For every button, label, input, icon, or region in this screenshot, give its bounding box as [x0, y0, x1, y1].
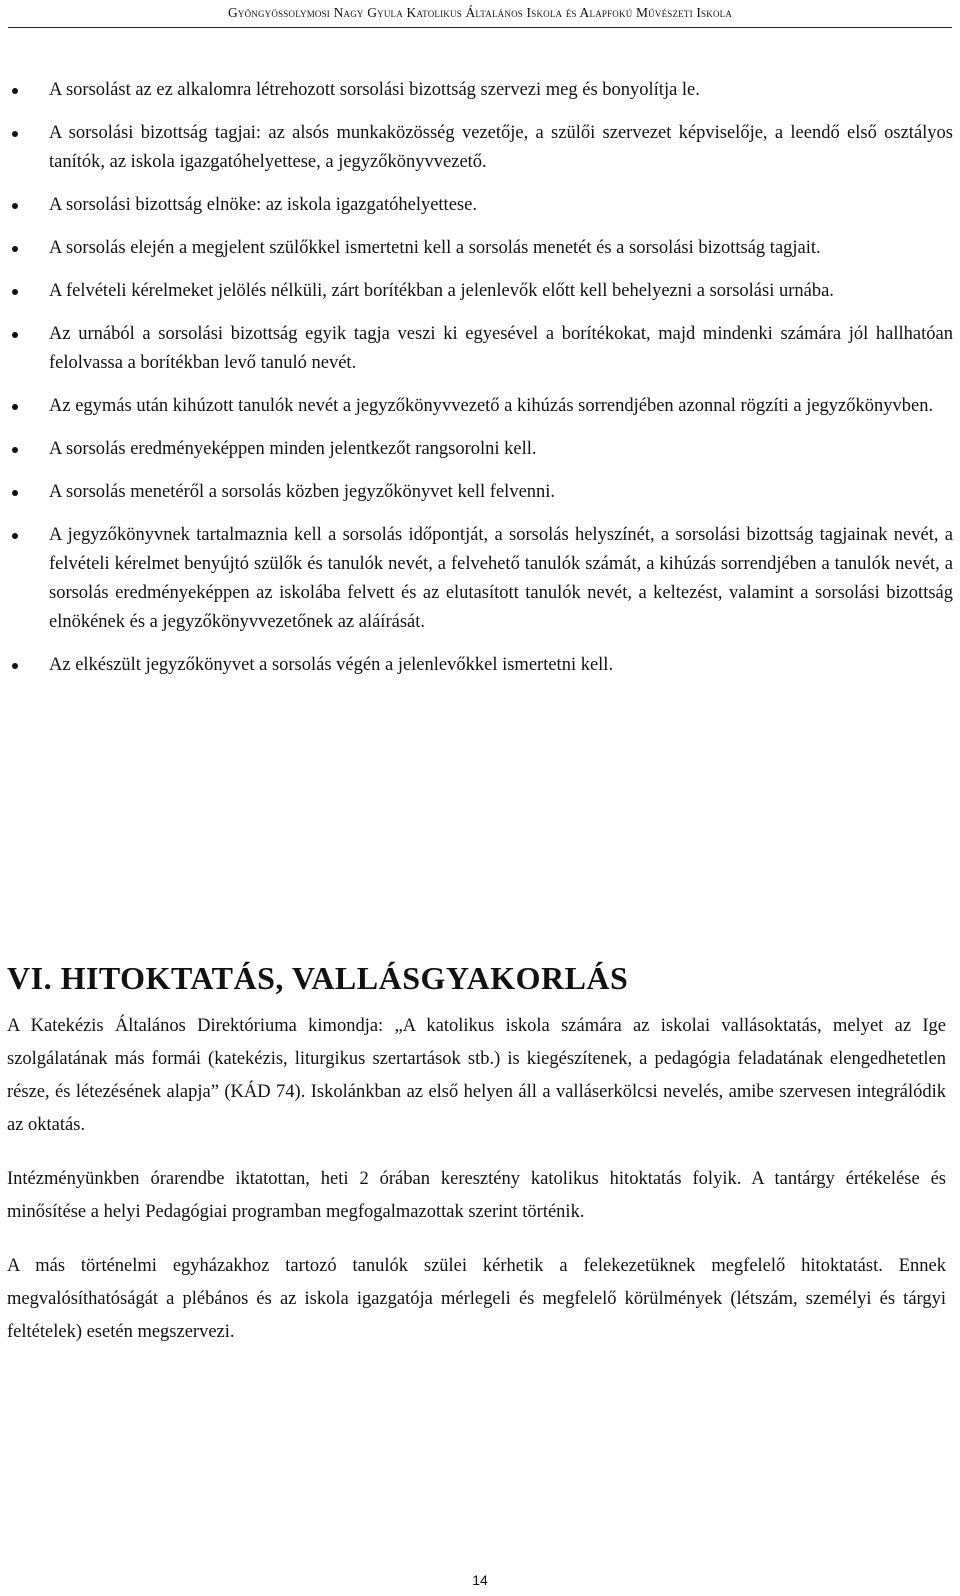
list-item: [0, 234, 960, 263]
list-item: [0, 521, 960, 637]
list-item-text: Az urnából a sorsolási bizottság egyik tagja veszi ki egyesével a borítékokat, majd mindenki számára jól hallhatóan felolvassa a borítékban levő tanuló nevét.: [49, 324, 953, 373]
header-divider: [8, 27, 952, 28]
bullet-icon: [12, 203, 18, 209]
list-item-text: A sorsolási bizottság elnöke: az iskola igazgatóhelyettese.: [49, 195, 477, 215]
bullet-icon: [12, 88, 18, 94]
list-item: [0, 392, 960, 421]
list-item: [0, 277, 960, 306]
page-number: 14: [472, 1572, 488, 1588]
list-item-text: A sorsolás eredményeképpen minden jelentkezőt rangsorolni kell.: [49, 439, 537, 459]
body-paragraph: A Katekézis Általános Direktóriuma kimondja: „A katolikus iskola számára az iskolai vallásoktatás, melyet az Ige szolgálatának más formái (katekézis, liturgikus szertartások stb.) is kiegészítenek, a pedagógia feladatának elengedhetetlen része, és létezésének alapja” (KÁD 74). Iskolánkban az első helyen áll a valláserkölcsi nevelés, amibe szervesen integrálódik az oktatás.: [7, 1016, 946, 1135]
list-item-text: Az egymás után kihúzott tanulók nevét a jegyzőkönyvvezető a kihúzás sorrendjében azonnal rögzíti a jegyzőkönyvben.: [49, 396, 934, 416]
list-item-text: A sorsolási bizottság tagjai: az alsós munkaközösség vezetője, a szülői szervezet képviselője, a leendő első osztályos tanítók, az iskola igazgatóhelyettese, a jegyzőkönyvvezető.: [49, 123, 953, 172]
list-item: [0, 435, 960, 464]
list-item: [0, 478, 960, 507]
list-item: [0, 76, 960, 105]
list-item-text: Az elkészült jegyzőkönyvet a sorsolás végén a jelenlevőkkel ismertetni kell.: [49, 655, 614, 675]
list-item-text: A sorsolás menetéről a sorsolás közben jegyzőkönyvet kell felvenni.: [49, 482, 556, 502]
bullet-icon: [12, 533, 18, 539]
body-paragraph: A más történelmi egyházakhoz tartozó tanulók szülei kérhetik a felekezetüknek megfelelő hitoktatást. Ennek megvalósíthatóságát a plébános és az iskola igazgatója mérlegeli és megfelelő körülmények (létszám, személyi és tárgyi feltételek) esetén megszervezi.: [7, 1256, 946, 1342]
bullet-icon: [12, 447, 18, 453]
list-item-text: A sorsolás elején a megjelent szülőkkel ismertetni kell a sorsolás menetét és a sorsolási bizottság tagjait.: [49, 238, 821, 258]
bullet-icon: [12, 490, 18, 496]
list-item: [0, 651, 960, 680]
procedure-bullet-list: [0, 76, 960, 694]
section-body: [7, 1010, 946, 1370]
bullet-icon: [12, 131, 18, 137]
bullet-icon: [12, 332, 18, 338]
section-heading: VI. HITOKTATÁS, VALLÁSGYAKORLÁS: [7, 960, 629, 996]
bullet-icon: [12, 246, 18, 252]
body-paragraph: Intézményünkben órarendbe iktatottan, heti 2 órában keresztény katolikus hitoktatás folyik. A tantárgy értékelése és minősítése a helyi Pedagógiai programban megfogalmazottak szerint történik.: [7, 1169, 946, 1222]
list-item: [0, 191, 960, 220]
list-item-text: A jegyzőkönyvnek tartalmaznia kell a sorsolás időpontját, a sorsolás helyszínét, a sorsolási bizottság tagjainak nevét, a felvételi kérelmet benyújtó szülők és tanulók nevét, a felvehető tanulók számát, a kihúzás sorrendjében a tanulók nevét, a sorsolás eredményeképpen az iskolába felvett és az elutasított tanulók nevét, a keltezést, valamint a sorsolási bizottság elnökének és a jegyzőkönyvvezetőnek az aláírását.: [49, 525, 953, 632]
list-item: [0, 320, 960, 378]
bullet-icon: [12, 663, 18, 669]
bullet-icon: [12, 289, 18, 295]
running-header: Gyöngyössolymosi Nagy Gyula Katolikus Általános Iskola és Alapfokú Művészeti Iskola: [227, 5, 733, 20]
bullet-icon: [12, 404, 18, 410]
list-item-text: A felvételi kérelmeket jelölés nélküli, zárt borítékban a jelenlevők előtt kell behelyezni a sorsolási urnába.: [49, 281, 834, 301]
list-item: [0, 119, 960, 177]
list-item-text: A sorsolást az ez alkalomra létrehozott sorsolási bizottság szervezi meg és bonyolítja le.: [49, 80, 700, 100]
